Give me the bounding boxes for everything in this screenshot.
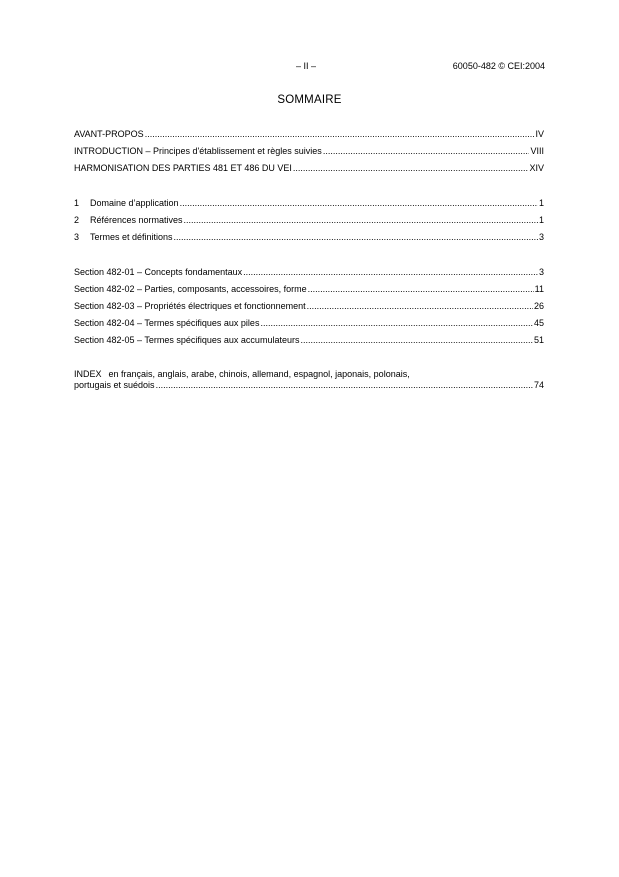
toc-entry-label: Section 482-01 – Concepts fondamentaux bbox=[74, 267, 243, 277]
toc-leader-dots bbox=[174, 229, 538, 246]
toc-entry-index[interactable] bbox=[74, 369, 544, 391]
toc-leader-dots bbox=[243, 264, 538, 281]
toc-entry-label: Domaine d’application bbox=[90, 198, 179, 208]
toc-leader-dots bbox=[300, 332, 533, 349]
header-reference: 60050-482 © CEI:2004 bbox=[452, 61, 545, 71]
toc-entry-label: Section 482-05 – Termes spécifiques aux accumulateurs bbox=[74, 335, 300, 345]
index-first-line bbox=[74, 369, 544, 380]
toc-entry-number: 2 bbox=[74, 215, 80, 225]
toc-clauses bbox=[74, 195, 544, 246]
toc-leader-dots bbox=[260, 315, 533, 332]
toc-entry-section-482-02[interactable] bbox=[74, 281, 544, 298]
toc-entry-label: Références normatives bbox=[90, 215, 183, 225]
toc-entry-page: 1 bbox=[538, 215, 544, 225]
toc-entry-label: INTRODUCTION – Principes d'établissement et règles suivies bbox=[74, 146, 322, 156]
toc-leader-dots bbox=[293, 160, 529, 177]
toc-entry-section-482-05[interactable] bbox=[74, 332, 544, 349]
toc-entry-label: HARMONISATION DES PARTIES 481 ET 486 DU VEI bbox=[74, 163, 292, 173]
toc-entry-section-482-04[interactable] bbox=[74, 315, 544, 332]
page-title: SOMMAIRE bbox=[277, 94, 342, 106]
toc-entry-page: 74 bbox=[533, 380, 544, 390]
toc-entry-page: 1 bbox=[538, 198, 544, 208]
toc-entry-label: Section 482-04 – Termes spécifiques aux piles bbox=[74, 318, 260, 328]
toc-entry-label: AVANT-PROPOS bbox=[74, 129, 144, 139]
toc-entry-page: IV bbox=[535, 129, 544, 139]
toc-entry-page: 3 bbox=[538, 267, 544, 277]
toc-leader-dots bbox=[156, 380, 533, 391]
toc-entry-clause-1[interactable] bbox=[74, 195, 544, 212]
toc-leader-dots bbox=[184, 212, 538, 229]
toc-entry-page: 26 bbox=[533, 301, 544, 311]
toc-entry-label: Termes et définitions bbox=[90, 232, 173, 242]
toc-entry-section-482-03[interactable] bbox=[74, 298, 544, 315]
header-page-number: – II – bbox=[296, 61, 317, 71]
toc-sections bbox=[74, 264, 544, 349]
toc-leader-dots bbox=[145, 126, 535, 143]
toc-leader-dots bbox=[180, 195, 538, 212]
toc-leader-dots bbox=[307, 298, 533, 315]
toc-entry-page: 45 bbox=[533, 318, 544, 328]
index-label: INDEX bbox=[74, 369, 102, 379]
toc-entry-harmonisation[interactable] bbox=[74, 160, 544, 177]
toc-entry-label: Section 482-03 – Propriétés électriques et fonctionnement bbox=[74, 301, 306, 311]
toc-entry-introduction[interactable] bbox=[74, 143, 544, 160]
toc-leader-dots bbox=[308, 281, 534, 298]
toc-leader-dots bbox=[323, 143, 530, 160]
toc-entry-number: 3 bbox=[74, 232, 80, 242]
toc-entry-page: VIII bbox=[530, 146, 544, 156]
toc-entry-avant-propos[interactable] bbox=[74, 126, 544, 143]
toc-entry-section-482-01[interactable] bbox=[74, 264, 544, 281]
toc-entry-label: Section 482-02 – Parties, composants, accessoires, forme bbox=[74, 284, 307, 294]
toc-entry-page: 3 bbox=[538, 232, 544, 242]
toc-entry-page: 51 bbox=[533, 335, 544, 345]
index-description-line1: en français, anglais, arabe, chinois, allemand, espagnol, japonais, polonais, bbox=[108, 369, 410, 379]
toc-entry-page: 11 bbox=[534, 284, 544, 294]
toc-entry-clause-2[interactable] bbox=[74, 212, 544, 229]
toc-front-matter bbox=[74, 126, 544, 177]
toc-entry-page: XIV bbox=[529, 163, 544, 173]
toc-entry-number: 1 bbox=[74, 198, 80, 208]
index-description-line2: portugais et suédois bbox=[74, 380, 155, 390]
toc-entry-clause-3[interactable] bbox=[74, 229, 544, 246]
index-second-line bbox=[74, 380, 544, 391]
